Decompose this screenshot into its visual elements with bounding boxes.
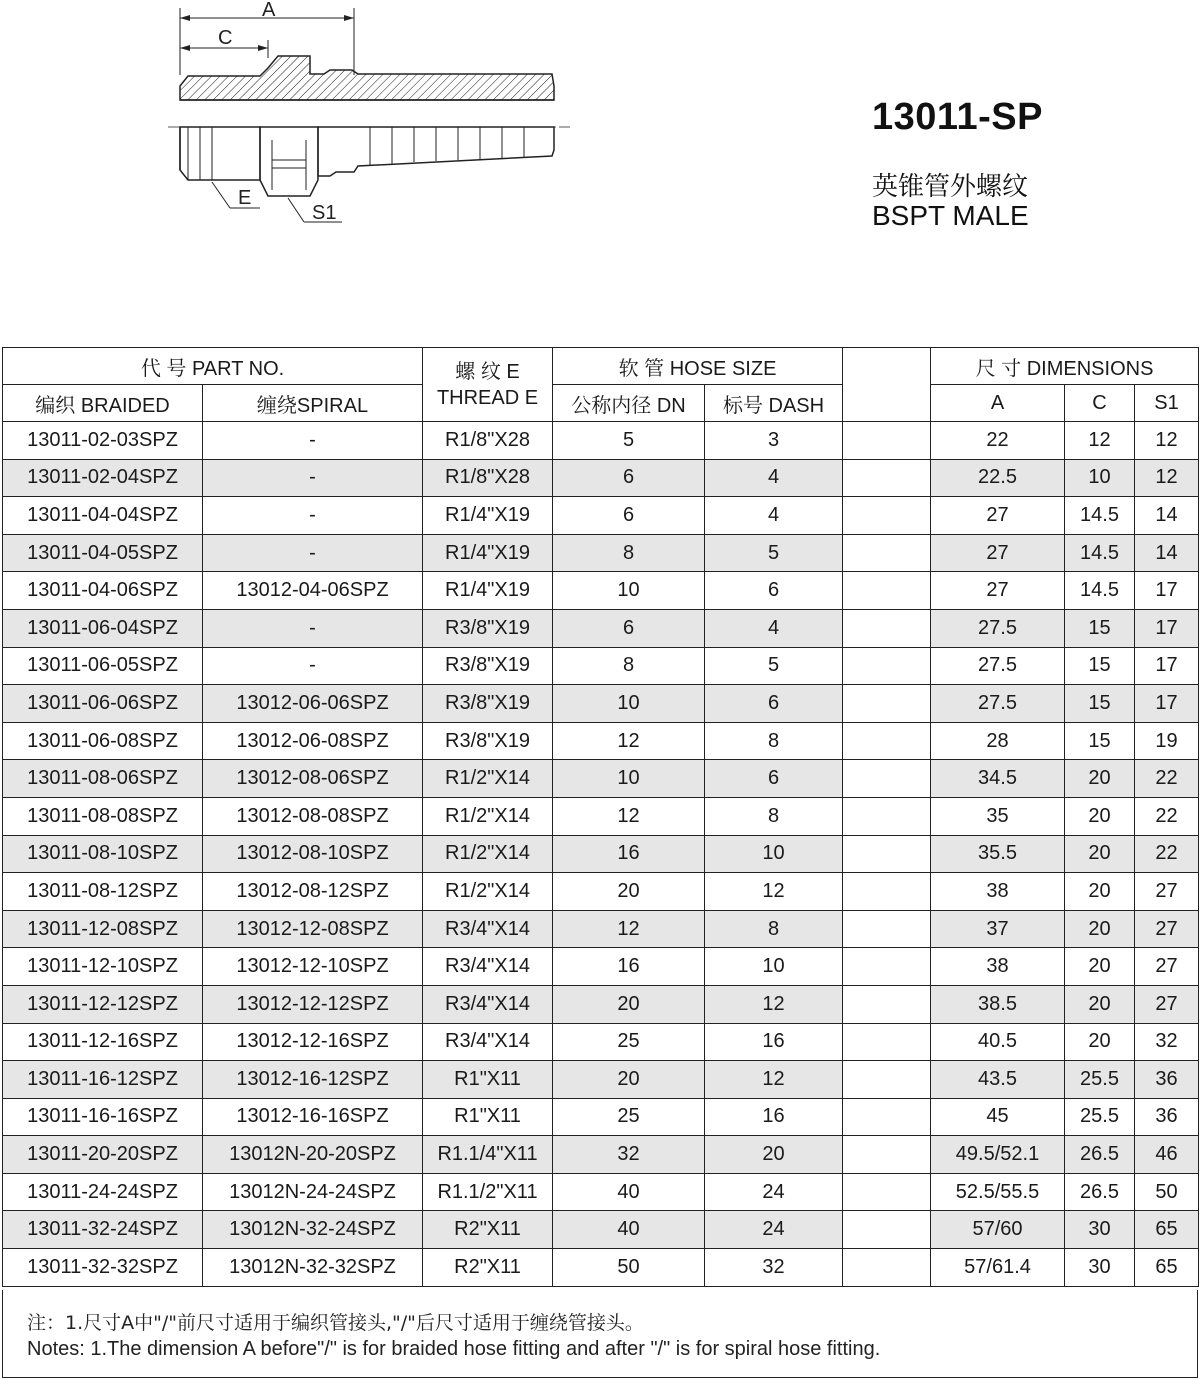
table-row [3, 797, 1199, 835]
cell-dim-c: 15 [1065, 609, 1135, 647]
cell-hose-dash: 4 [705, 609, 843, 647]
table-row [3, 422, 1199, 460]
cell-part-no-spiral: 13012-12-12SPZ [203, 985, 423, 1023]
cell-dim-c: 25.5 [1065, 1061, 1135, 1099]
cell-thread: R1/2"X14 [423, 797, 553, 835]
blank-cell [843, 609, 931, 647]
cell-thread: R3/4"X14 [423, 948, 553, 986]
note-chinese: 注：1.尺寸A中"/"前尺寸适用于编织管接头,"/"后尺寸适用于缠绕管接头。 [27, 1312, 644, 1334]
header-thread-cn: 螺 纹 E [455, 360, 520, 383]
cell-part-no-braided: 13011-08-12SPZ [3, 873, 203, 911]
header-dimensions: 尺 寸 DIMENSIONS [931, 348, 1199, 385]
blank-cell [843, 1023, 931, 1061]
cell-dim-a: 38 [931, 948, 1065, 986]
cell-hose-dash: 8 [705, 797, 843, 835]
cell-dim-s1: 46 [1135, 1136, 1199, 1174]
blank-cell [843, 422, 931, 460]
header-thread [423, 348, 553, 422]
cell-hose-dash: 32 [705, 1249, 843, 1287]
cell-hose-dash: 24 [705, 1173, 843, 1211]
cell-hose-dn: 10 [553, 760, 705, 798]
cell-dim-s1: 22 [1135, 835, 1199, 873]
cell-thread: R1/2"X14 [423, 873, 553, 911]
table-row [3, 1061, 1199, 1099]
cell-dim-c: 14.5 [1065, 534, 1135, 572]
cell-thread: R3/8"X19 [423, 722, 553, 760]
cell-part-no-braided: 13011-08-06SPZ [3, 760, 203, 798]
cell-hose-dn: 12 [553, 722, 705, 760]
cell-dim-s1: 65 [1135, 1211, 1199, 1249]
cell-dim-s1: 27 [1135, 873, 1199, 911]
cell-dim-s1: 12 [1135, 422, 1199, 460]
dim-e-label: E [238, 187, 252, 209]
subtitle-chinese: 英锥管外螺纹 [872, 172, 1029, 202]
cell-dim-a: 57/60 [931, 1211, 1065, 1249]
cell-part-no-braided: 13011-20-20SPZ [3, 1136, 203, 1174]
cell-thread: R3/8"X19 [423, 647, 553, 685]
cell-part-no-spiral: 13012-08-06SPZ [203, 760, 423, 798]
cell-hose-dn: 12 [553, 797, 705, 835]
header-dim-a: A [931, 385, 1065, 422]
table-row [3, 1136, 1199, 1174]
fitting-drawing [160, 0, 580, 240]
cell-thread: R3/8"X19 [423, 685, 553, 723]
cell-part-no-braided: 13011-12-08SPZ [3, 910, 203, 948]
cell-part-no-spiral: 13012-16-16SPZ [203, 1098, 423, 1136]
cell-thread: R1"X11 [423, 1061, 553, 1099]
cell-dim-c: 20 [1065, 910, 1135, 948]
cell-thread: R1/8"X28 [423, 459, 553, 497]
cell-part-no-braided: 13011-06-05SPZ [3, 647, 203, 685]
cell-dim-a: 27.5 [931, 647, 1065, 685]
cell-hose-dash: 3 [705, 422, 843, 460]
table-body [3, 422, 1199, 1287]
cell-dim-c: 20 [1065, 873, 1135, 911]
notes-box [2, 1290, 1198, 1378]
cell-part-no-braided: 13011-16-16SPZ [3, 1098, 203, 1136]
table-row [3, 1249, 1199, 1287]
specification-table [2, 347, 1199, 1287]
cell-hose-dash: 20 [705, 1136, 843, 1174]
cell-hose-dash: 5 [705, 647, 843, 685]
header-dash: 标号 DASH [705, 385, 843, 422]
cell-part-no-spiral: 13012N-32-32SPZ [203, 1249, 423, 1287]
cell-dim-s1: 12 [1135, 459, 1199, 497]
cell-dim-c: 20 [1065, 835, 1135, 873]
cell-thread: R1/4"X19 [423, 497, 553, 535]
cell-thread: R1"X11 [423, 1098, 553, 1136]
header-dim-c: C [1065, 385, 1135, 422]
cell-thread: R1/4"X19 [423, 534, 553, 572]
cell-part-no-spiral: 13012-04-06SPZ [203, 572, 423, 610]
cell-part-no-spiral: - [203, 647, 423, 685]
cell-part-no-braided: 13011-12-10SPZ [3, 948, 203, 986]
cell-part-no-braided: 13011-12-16SPZ [3, 1023, 203, 1061]
cell-dim-c: 15 [1065, 647, 1135, 685]
cell-hose-dn: 20 [553, 1061, 705, 1099]
cell-hose-dash: 24 [705, 1211, 843, 1249]
cell-hose-dash: 8 [705, 910, 843, 948]
table-row [3, 572, 1199, 610]
cell-part-no-spiral: 13012N-20-20SPZ [203, 1136, 423, 1174]
cell-part-no-braided: 13011-02-04SPZ [3, 459, 203, 497]
cell-thread: R3/4"X14 [423, 910, 553, 948]
cell-part-no-braided: 13011-04-04SPZ [3, 497, 203, 535]
blank-cell [843, 985, 931, 1023]
cell-hose-dn: 20 [553, 985, 705, 1023]
cell-dim-a: 38 [931, 873, 1065, 911]
cell-dim-s1: 17 [1135, 685, 1199, 723]
header-part-no: 代 号 PART NO. [3, 348, 423, 385]
cell-dim-c: 20 [1065, 1023, 1135, 1061]
cell-dim-c: 26.5 [1065, 1136, 1135, 1174]
cell-hose-dash: 4 [705, 459, 843, 497]
cell-hose-dash: 12 [705, 985, 843, 1023]
cell-dim-s1: 14 [1135, 497, 1199, 535]
cell-dim-s1: 50 [1135, 1173, 1199, 1211]
cell-dim-s1: 32 [1135, 1023, 1199, 1061]
cell-dim-c: 30 [1065, 1249, 1135, 1287]
cell-hose-dn: 8 [553, 647, 705, 685]
blank-cell [843, 722, 931, 760]
table-row [3, 873, 1199, 911]
table-row [3, 948, 1199, 986]
cell-dim-c: 14.5 [1065, 572, 1135, 610]
cell-dim-c: 25.5 [1065, 1098, 1135, 1136]
dim-a-label: A [262, 0, 276, 21]
cell-part-no-braided: 13011-06-06SPZ [3, 685, 203, 723]
cell-part-no-spiral: 13012-06-06SPZ [203, 685, 423, 723]
cell-dim-s1: 17 [1135, 609, 1199, 647]
product-code: 13011-SP [872, 96, 1043, 138]
cell-hose-dn: 8 [553, 534, 705, 572]
cell-dim-a: 43.5 [931, 1061, 1065, 1099]
cell-hose-dash: 12 [705, 873, 843, 911]
cell-dim-s1: 17 [1135, 572, 1199, 610]
cell-hose-dash: 16 [705, 1098, 843, 1136]
cell-dim-s1: 27 [1135, 910, 1199, 948]
cell-part-no-spiral: - [203, 609, 423, 647]
cell-dim-a: 27 [931, 572, 1065, 610]
cell-part-no-braided: 13011-16-12SPZ [3, 1061, 203, 1099]
header-dn: 公称内径 DN [553, 385, 705, 422]
cell-part-no-spiral: 13012N-32-24SPZ [203, 1211, 423, 1249]
cell-dim-a: 35 [931, 797, 1065, 835]
cell-part-no-braided: 13011-06-04SPZ [3, 609, 203, 647]
cell-part-no-braided: 13011-24-24SPZ [3, 1173, 203, 1211]
cell-hose-dash: 12 [705, 1061, 843, 1099]
cell-part-no-spiral: - [203, 534, 423, 572]
blank-cell [843, 873, 931, 911]
cell-dim-a: 45 [931, 1098, 1065, 1136]
blank-cell [843, 760, 931, 798]
cell-dim-s1: 65 [1135, 1249, 1199, 1287]
cell-part-no-spiral: - [203, 422, 423, 460]
cell-thread: R1/2"X14 [423, 760, 553, 798]
cell-dim-c: 20 [1065, 797, 1135, 835]
table-row [3, 722, 1199, 760]
cell-dim-a: 40.5 [931, 1023, 1065, 1061]
cell-part-no-braided: 13011-32-24SPZ [3, 1211, 203, 1249]
header-spiral: 缠绕SPIRAL [203, 385, 423, 422]
cell-dim-s1: 27 [1135, 985, 1199, 1023]
table-row [3, 609, 1199, 647]
header-dim-s1: S1 [1135, 385, 1199, 422]
blank-cell [843, 497, 931, 535]
cell-hose-dn: 25 [553, 1023, 705, 1061]
table-row [3, 760, 1199, 798]
cell-part-no-braided: 13011-08-10SPZ [3, 835, 203, 873]
cell-dim-a: 49.5/52.1 [931, 1136, 1065, 1174]
cell-dim-s1: 19 [1135, 722, 1199, 760]
table-row [3, 1173, 1199, 1211]
cell-dim-a: 22.5 [931, 459, 1065, 497]
cell-hose-dash: 10 [705, 835, 843, 873]
cell-thread: R2"X11 [423, 1211, 553, 1249]
cell-part-no-spiral: 13012-08-10SPZ [203, 835, 423, 873]
cell-thread: R3/4"X14 [423, 985, 553, 1023]
cell-thread: R2"X11 [423, 1249, 553, 1287]
header-blank-column [843, 348, 931, 422]
cell-hose-dash: 8 [705, 722, 843, 760]
cell-part-no-braided: 13011-06-08SPZ [3, 722, 203, 760]
cell-hose-dn: 16 [553, 948, 705, 986]
cell-dim-s1: 36 [1135, 1098, 1199, 1136]
table-row [3, 534, 1199, 572]
cell-dim-c: 15 [1065, 685, 1135, 723]
cell-dim-a: 38.5 [931, 985, 1065, 1023]
cell-hose-dn: 40 [553, 1173, 705, 1211]
blank-cell [843, 1098, 931, 1136]
cell-part-no-spiral: 13012-12-10SPZ [203, 948, 423, 986]
note-english: Notes: 1.The dimension A before"/" is for braided hose fitting and after "/" is for spiral hose fitting. [27, 1338, 881, 1360]
table-row [3, 1211, 1199, 1249]
table-row [3, 685, 1199, 723]
cell-dim-c: 20 [1065, 760, 1135, 798]
table-row [3, 910, 1199, 948]
cell-hose-dn: 16 [553, 835, 705, 873]
cell-thread: R1/8"X28 [423, 422, 553, 460]
cell-dim-a: 35.5 [931, 835, 1065, 873]
cell-part-no-spiral: 13012N-24-24SPZ [203, 1173, 423, 1211]
blank-cell [843, 948, 931, 986]
header-braided: 编织 BRAIDED [3, 385, 203, 422]
cell-dim-c: 20 [1065, 948, 1135, 986]
cell-dim-c: 10 [1065, 459, 1135, 497]
cell-hose-dn: 5 [553, 422, 705, 460]
cell-part-no-spiral: 13012-06-08SPZ [203, 722, 423, 760]
cell-dim-a: 28 [931, 722, 1065, 760]
blank-cell [843, 647, 931, 685]
cell-part-no-braided: 13011-02-03SPZ [3, 422, 203, 460]
blank-cell [843, 1173, 931, 1211]
cell-dim-s1: 22 [1135, 760, 1199, 798]
cell-hose-dash: 6 [705, 572, 843, 610]
table-row [3, 835, 1199, 873]
cell-thread: R1/4"X19 [423, 572, 553, 610]
cell-hose-dn: 10 [553, 685, 705, 723]
cell-dim-s1: 17 [1135, 647, 1199, 685]
dim-c-label: C [218, 27, 233, 49]
cell-thread: R3/8"X19 [423, 609, 553, 647]
blank-cell [843, 685, 931, 723]
blank-cell [843, 1061, 931, 1099]
cell-hose-dn: 6 [553, 459, 705, 497]
blank-cell [843, 459, 931, 497]
cell-dim-s1: 22 [1135, 797, 1199, 835]
cell-dim-c: 30 [1065, 1211, 1135, 1249]
blank-cell [843, 572, 931, 610]
cell-hose-dn: 50 [553, 1249, 705, 1287]
table-row [3, 497, 1199, 535]
cell-part-no-spiral: 13012-16-12SPZ [203, 1061, 423, 1099]
blank-cell [843, 1211, 931, 1249]
cell-thread: R1.1/4"X11 [423, 1136, 553, 1174]
cell-hose-dn: 20 [553, 873, 705, 911]
cell-hose-dash: 6 [705, 685, 843, 723]
dim-s1-label: S1 [312, 202, 337, 224]
table-row [3, 647, 1199, 685]
blank-cell [843, 835, 931, 873]
cell-hose-dn: 25 [553, 1098, 705, 1136]
cell-dim-c: 14.5 [1065, 497, 1135, 535]
cell-dim-c: 12 [1065, 422, 1135, 460]
cell-dim-a: 52.5/55.5 [931, 1173, 1065, 1211]
cell-part-no-spiral: 13012-12-16SPZ [203, 1023, 423, 1061]
header-thread-en: THREAD E [436, 386, 539, 409]
cell-dim-a: 34.5 [931, 760, 1065, 798]
cell-hose-dn: 32 [553, 1136, 705, 1174]
cell-dim-a: 27 [931, 534, 1065, 572]
cell-hose-dash: 6 [705, 760, 843, 798]
cell-dim-a: 37 [931, 910, 1065, 948]
cell-hose-dn: 40 [553, 1211, 705, 1249]
cell-hose-dash: 5 [705, 534, 843, 572]
cell-part-no-braided: 13011-04-06SPZ [3, 572, 203, 610]
blank-cell [843, 1136, 931, 1174]
cell-part-no-braided: 13011-32-32SPZ [3, 1249, 203, 1287]
cell-dim-c: 20 [1065, 985, 1135, 1023]
table-row [3, 1023, 1199, 1061]
cell-thread: R1/2"X14 [423, 835, 553, 873]
cell-part-no-braided: 13011-08-08SPZ [3, 797, 203, 835]
cell-hose-dn: 6 [553, 497, 705, 535]
cell-dim-c: 26.5 [1065, 1173, 1135, 1211]
cell-thread: R1.1/2"X11 [423, 1173, 553, 1211]
cell-hose-dash: 4 [705, 497, 843, 535]
cell-dim-c: 15 [1065, 722, 1135, 760]
cell-dim-s1: 27 [1135, 948, 1199, 986]
cell-hose-dash: 10 [705, 948, 843, 986]
cell-part-no-spiral: 13012-08-12SPZ [203, 873, 423, 911]
blank-cell [843, 1249, 931, 1287]
cell-dim-a: 27.5 [931, 685, 1065, 723]
table-row [3, 1098, 1199, 1136]
cell-dim-a: 27.5 [931, 609, 1065, 647]
cell-part-no-braided: 13011-12-12SPZ [3, 985, 203, 1023]
cell-dim-s1: 14 [1135, 534, 1199, 572]
blank-cell [843, 797, 931, 835]
subtitle-english: BSPT MALE [872, 200, 1029, 231]
header-hose-size: 软 管 HOSE SIZE [553, 348, 843, 385]
cell-part-no-spiral: - [203, 459, 423, 497]
blank-cell [843, 910, 931, 948]
cell-dim-a: 22 [931, 422, 1065, 460]
cell-part-no-spiral: 13012-12-08SPZ [203, 910, 423, 948]
blank-cell [843, 534, 931, 572]
table-row [3, 985, 1199, 1023]
cell-hose-dn: 6 [553, 609, 705, 647]
cell-part-no-spiral: 13012-08-08SPZ [203, 797, 423, 835]
cell-dim-a: 27 [931, 497, 1065, 535]
cell-hose-dn: 10 [553, 572, 705, 610]
cell-thread: R3/4"X14 [423, 1023, 553, 1061]
cell-hose-dash: 16 [705, 1023, 843, 1061]
cell-part-no-spiral: - [203, 497, 423, 535]
cell-hose-dn: 12 [553, 910, 705, 948]
cell-dim-s1: 36 [1135, 1061, 1199, 1099]
cell-part-no-braided: 13011-04-05SPZ [3, 534, 203, 572]
cell-dim-a: 57/61.4 [931, 1249, 1065, 1287]
table-row [3, 459, 1199, 497]
